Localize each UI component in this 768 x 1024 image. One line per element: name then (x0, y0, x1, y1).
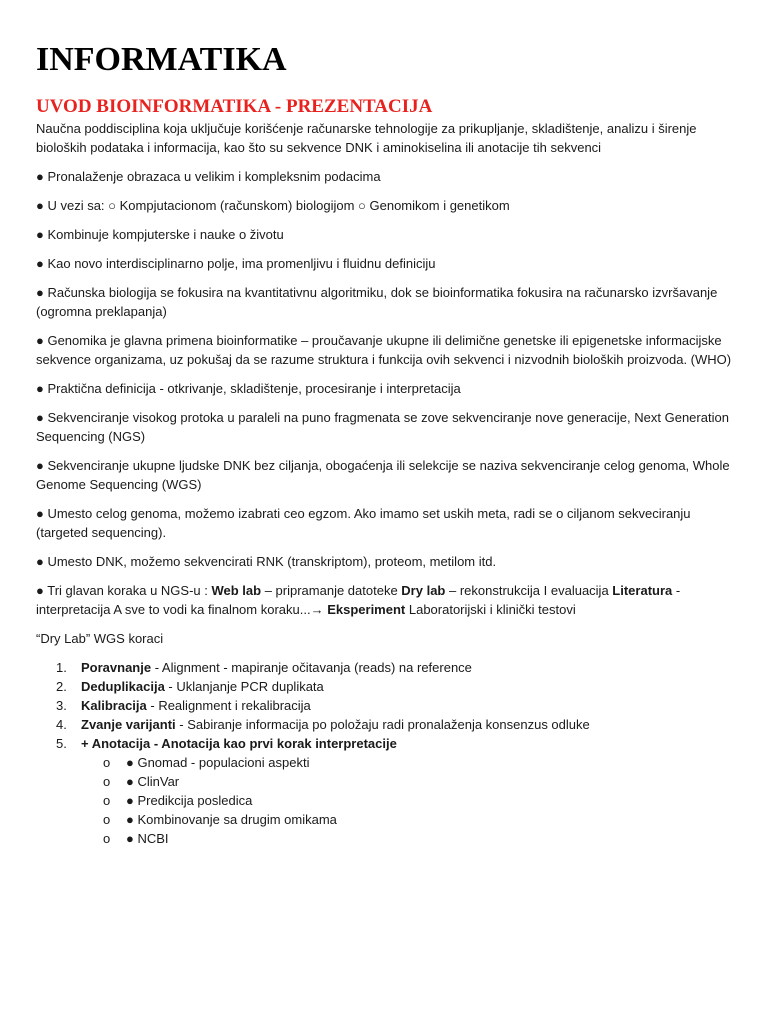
ngs-steps-paragraph (36, 581, 732, 619)
eksperiment-term: Eksperiment (327, 602, 406, 617)
step-term: Deduplikacija (81, 679, 165, 694)
substep-text: ● ClinVar (126, 774, 180, 789)
annotation-sublist (36, 753, 732, 848)
list-number: 5. (56, 736, 67, 751)
step-term: Zvanje varijanti (81, 717, 176, 732)
circle-bullet-icon: o (103, 793, 111, 808)
intro-paragraph: Naučna poddisciplina koja uključuje korišćenje računarske tehnologije za prikupljanje, skladištenje, analizu i širenje bioloških podataka i informacija, kao što su sekvence DNK i aminokiselina ili anotacije tih sekvenci (36, 121, 697, 155)
step-term: Kalibracija (81, 698, 147, 713)
list-item (36, 696, 732, 715)
literatura-term: Literatura (612, 583, 673, 598)
step-text: - Realignment i rekalibracija (146, 698, 311, 713)
circle-bullet-icon: o (103, 812, 111, 827)
bullet-paragraph: ● Sekvenciranje visokog protoka u paraleli na puno fragmenata se zove sekvenciranje nove generacije, Next Generation Sequencing (NGS) (36, 410, 729, 444)
circle-bullet-icon: o (103, 755, 111, 770)
bullet-paragraph: ● Pronalaženje obrazaca u velikim i kompleksnim podacima (36, 169, 381, 184)
wgs-steps-list (36, 658, 732, 753)
list-item (36, 772, 732, 791)
substep-text: ● Predikcija posledica (126, 793, 253, 808)
section-subtitle: UVOD BIOINFORMATIKA - PREZENTACIJA (36, 96, 433, 117)
bullet-paragraph: ● Kao novo interdisciplinarno polje, ima promenljivu i fluidnu definiciju (36, 256, 436, 271)
substep-text: ● Gnomad - populacioni aspekti (126, 755, 310, 770)
substep-text: ● Kombinovanje sa drugim omikama (126, 812, 337, 827)
list-item (36, 715, 732, 734)
web-lab-text: – pripramanje datoteke (261, 583, 402, 598)
circle-bullet-icon: o (103, 774, 111, 789)
bullet-paragraph: ● Kombinuje kompjuterske i nauke o životu (36, 227, 284, 242)
step-term: Poravnanje (81, 660, 152, 675)
ngs-prefix: ● Tri glavan koraka u NGS-u : (36, 583, 212, 598)
list-item (36, 791, 732, 810)
step-text: - Uklanjanje PCR duplikata (164, 679, 324, 694)
list-number: 1. (56, 660, 67, 675)
bullet-paragraph: ● Praktična definicija - otkrivanje, skladištenje, procesiranje i interpretacija (36, 381, 461, 396)
document-content (36, 119, 732, 848)
bullet-paragraph: ● U vezi sa: ○ Kompjutacionom (računskom) biologijom ○ Genomikom i genetikom (36, 198, 510, 213)
dry-lab-text: – rekonstrukcija I evaluacija (445, 583, 613, 598)
bullet-paragraph: ● Genomika je glavna primena bioinformatike – proučavanje ukupne ili delimične genetske ili epigenetske informacijske sekvence organizama, uz pokušaj da se razume struktura i funkcija ovih sekvenci i nizvodnih bioloških proizvoda. (WHO) (36, 333, 732, 367)
bullet-paragraph: ● Računska biologija se fokusira na kvantitativnu algoritmiku, dok se bioinformatika fokusira na računarsko izvršavanje (ogromna preklapanja) (36, 285, 718, 319)
wgs-heading: “Dry Lab” WGS koraci (36, 631, 164, 646)
list-number: 2. (56, 679, 67, 694)
page-title: INFORMATIKA (36, 41, 287, 78)
literatura-text: - interpretacija A sve to vodi ka finalnom koraku...→ (36, 583, 681, 617)
step-text: - Sabiranje informacija po položaju radi pronalaženja konsenzus odluke (175, 717, 590, 732)
bullet-paragraph: ● Umesto celog genoma, možemo izabrati ceo egzom. Ako imamo set uskih meta, radi se o ciljanom sekveciranju (targeted sequencing). (36, 506, 691, 540)
substep-text: ● NCBI (126, 831, 169, 846)
web-lab-term: Web lab (211, 583, 262, 598)
circle-bullet-icon: o (103, 831, 111, 846)
dry-lab-term: Dry lab (401, 583, 446, 598)
step-term: + Anotacija - Anotacija kao prvi korak interpretacije (81, 736, 397, 751)
list-number: 4. (56, 717, 67, 732)
list-item (36, 677, 732, 696)
bullet-paragraph: ● Sekvenciranje ukupne ljudske DNK bez ciljanja, obogaćenja ili selekcije se naziva sekvenciranje celog genoma, Whole Genome Sequencing (WGS) (36, 458, 730, 492)
list-number: 3. (56, 698, 67, 713)
list-item (36, 810, 732, 829)
eksperiment-text: Laboratorijski i klinički testovi (405, 602, 576, 617)
bullet-paragraph: ● Umesto DNK, možemo sekvencirati RNK (transkriptom), proteom, metilom itd. (36, 554, 497, 569)
list-item (36, 734, 732, 753)
list-item (36, 829, 732, 848)
step-text: - Alignment - mapiranje očitavanja (reads) na reference (151, 660, 472, 675)
list-item (36, 658, 732, 677)
list-item (36, 753, 732, 772)
